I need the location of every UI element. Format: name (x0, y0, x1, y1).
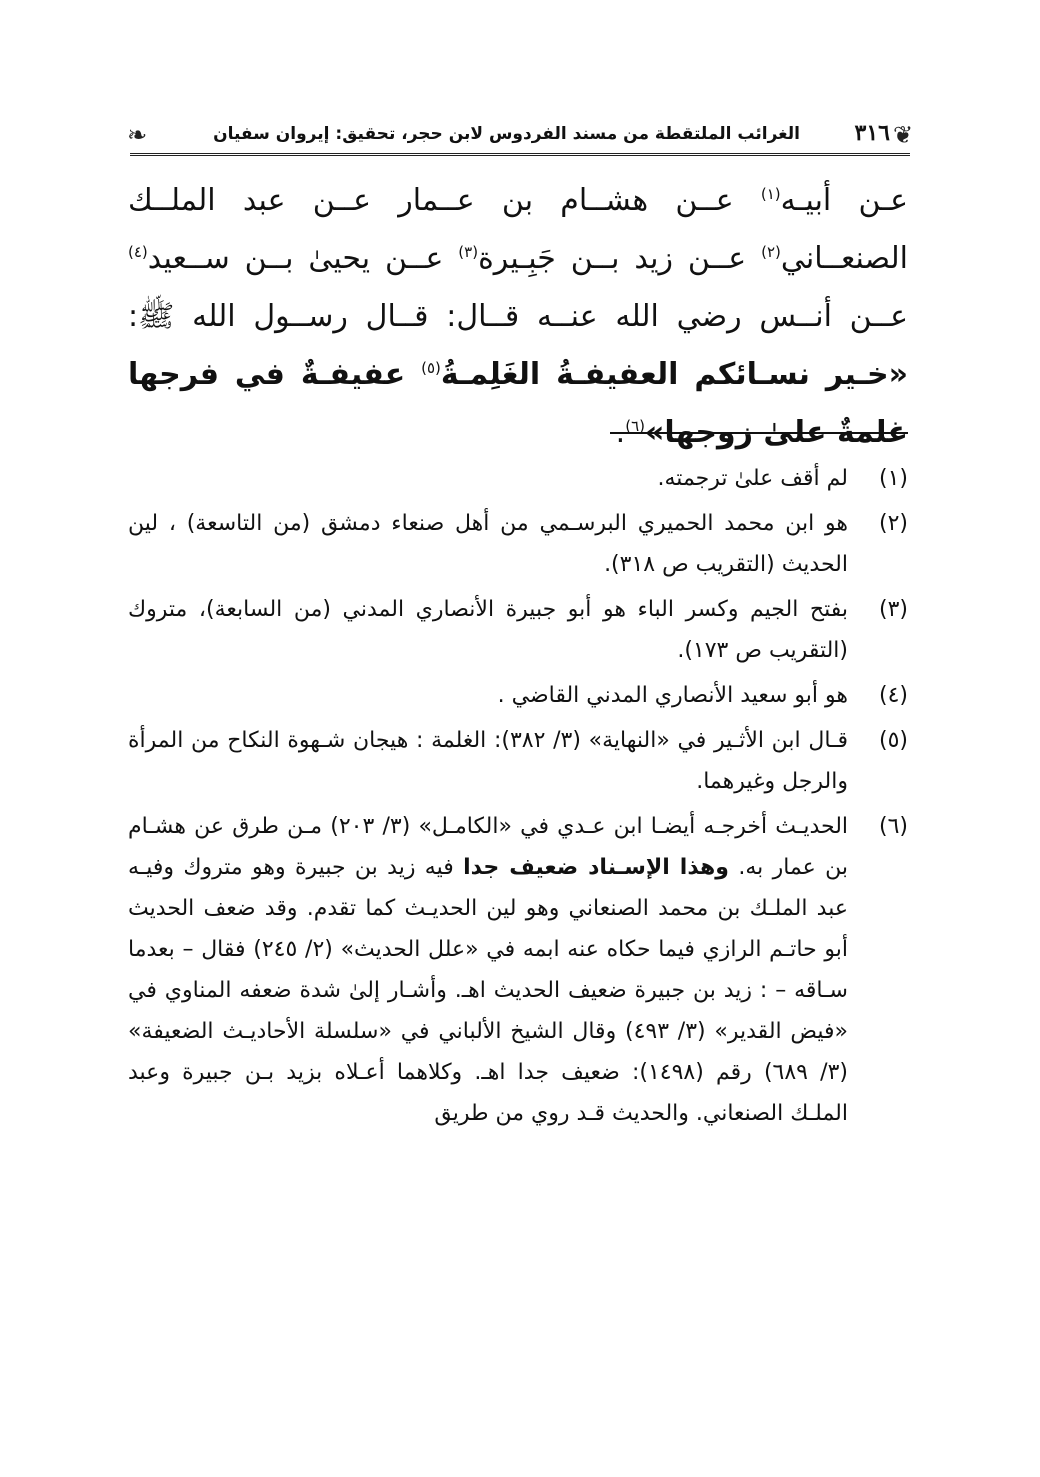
footnote-number: (٥) (878, 728, 908, 753)
footnote-number: (٢) (878, 511, 908, 536)
footnote-text (128, 806, 848, 1134)
footnote-text-part: الحديـث أخرجـه أيضـا ابن عـدي في «الكامـل» (٣/ ٢٠٣) مـن طرق عن هشـام بن عمار به. (128, 814, 849, 880)
footnote-item (128, 589, 908, 671)
footnote-number: (٦) (878, 814, 908, 839)
chain-text: عــن يحيىٰ بــن ســعيد (147, 241, 459, 276)
footnote-ref: (٥) (421, 359, 441, 377)
chain-text: عــن أنــس رضي الله عنــه قــال: قــال رســول الله ﷺ: (128, 299, 908, 334)
footnote-item (128, 806, 908, 1134)
page-number: ٣١٦ (854, 120, 890, 146)
end-punctuation: . (615, 415, 626, 450)
footnote-ref: (٦) (625, 417, 645, 435)
footnote-ref: (١) (760, 185, 781, 203)
footnote-emphasis: وهذا الإسـناد ضعيف جدا (463, 855, 729, 880)
footnote-number: (٣) (878, 597, 908, 622)
footnote-item (128, 720, 908, 802)
footnotes (128, 458, 908, 1138)
footnote-text: قـال ابن الأثـير في «النهاية» (٣/ ٣٨٢): الغلمة : هيجان شـهوة النكاح من المرأة والرجل وغيرهما. (128, 728, 848, 794)
footnote-separator (610, 432, 908, 434)
hadith-text: «خـير نسـائكم العفيفـةُ الغَلِمـةُ (440, 357, 908, 392)
hadith-text: عفيفـةٌ في فرجها غلمةٌ علىٰ زوجها» (128, 357, 908, 450)
chain-text: عــن زيد بــن جَبِـيرة (478, 241, 762, 276)
footnote-number: (٤) (878, 683, 908, 708)
footnote-ref: (٣) (458, 243, 479, 261)
floral-ornament-icon: ❧ (126, 121, 148, 149)
footnote-number: (١) (878, 466, 908, 491)
footnote-text-part: فيه زيد بن جبيرة وهو متروك وفيـه عبد الملـك بن محمد الصنعاني وهو لين الحديـث كما تقدم. وقد ضعف الحديث أبو حاتـم الرازي فيما حكاه عنه ابمه في «علل الحديث» (٢/ ٢٤٥) فقال – بعدما سـاقه – : زيد بن جبيرة ضعيف الحديث اهـ. وأشـار إلىٰ شدة ضعفه المناوي في «فيض القدير» (٣/ ٤٩٣) وقال الشيخ الألباني في «سلسلة الأحاديـث الضعيفة» (٣/ ٦٨٩) رقم (١٤٩٨): ضعيف جدا اهـ. وكلاهما أعـلاه بزيد بـن جبيرة وعبد الملـك الصنعاني. والحديث قـد روي من طريق (128, 855, 849, 1126)
footnote-text: هو أبو سعيد الأنصاري المدني القاضي . (497, 683, 848, 708)
chain-text: عــن هشــام بن عــمار عــن عبد الملــك الصنعــاني (128, 183, 908, 276)
floral-ornament-icon: ❦ (892, 121, 914, 149)
footnote-text: هو ابن محمد الحميري البرسـمي من أهل صنعاء دمشق (من التاسعة) ، لين الحديث (التقريب ص ٣١٨). (128, 511, 848, 577)
running-header (126, 118, 914, 158)
footnote-ref: (٤) (128, 243, 148, 261)
footnote-item (128, 503, 908, 585)
footnote-item (128, 675, 908, 716)
main-text-paragraph (128, 172, 908, 462)
footnote-text: بفتح الجيم وكسر الباء هو أبو جبيرة الأنصاري المدني (من السابعة)، متروك (التقريب ص ١٧٣). (128, 597, 848, 663)
header-divider (130, 153, 910, 156)
footnote-ref: (٢) (761, 243, 781, 261)
chain-text: عـن أبيـه (780, 183, 908, 218)
footnote-text: لم أقف علىٰ ترجمته. (657, 466, 848, 491)
footnote-item (128, 458, 908, 499)
running-title: الغرائب الملتقطة من مسند الفردوس لابن حجر، تحقيق: إيروان سفيان (213, 124, 800, 144)
